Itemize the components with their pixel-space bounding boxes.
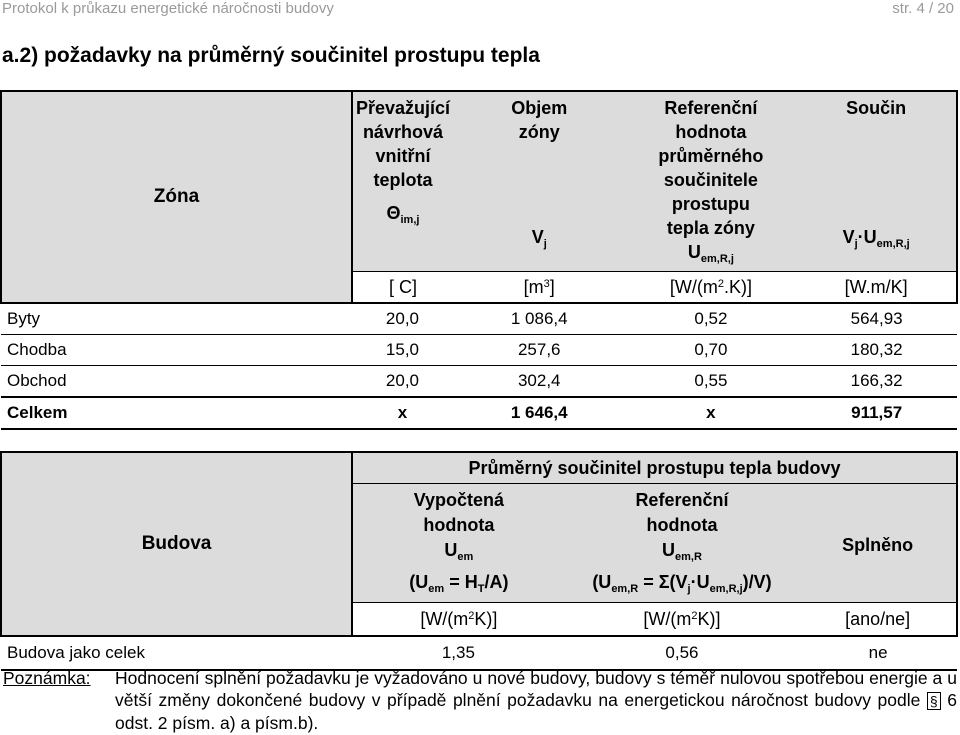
- col-zone-header: Zóna: [1, 91, 352, 303]
- reference-value: 0,56: [565, 636, 800, 670]
- volume-value: 302,4: [453, 366, 626, 398]
- reference-value: 0,55: [626, 366, 797, 398]
- total-volume: 1 646,4: [453, 397, 626, 429]
- temp-value: 15,0: [352, 335, 453, 366]
- zone-name: Byty: [1, 303, 352, 335]
- unit-reference: $[W/(m^2K)]$: [565, 603, 800, 637]
- note-text: Hodnocení splnění požadavku je vyžadováno u nové budovy, budovy s téměř nulovou spotřebou energie a u větší změny dokončené budovy v případě plnění požadavku na energetickou náročnost budovy podle § 6 odst. 2 písm. a) a písm.b).: [115, 668, 957, 733]
- total-label: Celkem: [1, 397, 352, 429]
- zone-name: Obchod: [1, 366, 352, 398]
- met-value: ne: [799, 636, 957, 670]
- table-row: [1, 303, 957, 335]
- product-value: 180,32: [796, 335, 957, 366]
- note: [3, 667, 957, 734]
- group-title: Průměrný součinitel prostupu tepla budovy: [352, 452, 957, 484]
- col-building-header: Budova: [1, 452, 352, 636]
- product-value: 564,93: [796, 303, 957, 335]
- building-name: Budova jako celek: [1, 636, 352, 670]
- total-row: [1, 397, 957, 429]
- zone-name: Chodba: [1, 335, 352, 366]
- reference-value: 0,52: [626, 303, 797, 335]
- temp-value: 20,0: [352, 303, 453, 335]
- reference-value: 0,70: [626, 335, 797, 366]
- temp-value: 20,0: [352, 366, 453, 398]
- table-row: [1, 366, 957, 398]
- note-label: Poznámka:: [3, 668, 91, 688]
- calc-value: 1,35: [352, 636, 565, 670]
- paragraph-symbol: §: [927, 692, 941, 710]
- volume-value: 1 086,4: [453, 303, 626, 335]
- col-product-header: Součin $V_j\cdot U_{em,R,j}$: [796, 91, 957, 272]
- col-temp-header: Převažující návrhová vnitřní teplota $\Theta_{im,j}$: [352, 91, 453, 272]
- section-title: a.2) požadavky na průměrný součinitel prostupu tepla: [2, 44, 540, 67]
- zone-requirements-table: [0, 90, 958, 430]
- product-value: 166,32: [796, 366, 957, 398]
- unit-met: [ano/ne]: [799, 603, 957, 637]
- total-temp: x: [352, 397, 453, 429]
- col-volume-header: Objem zóny $V_j$: [453, 91, 626, 272]
- unit-calc: $[W/(m^2K)]$: [352, 603, 565, 637]
- met-header: Splněno: [799, 484, 957, 603]
- building-requirements-table: [0, 451, 958, 671]
- table-row: [1, 335, 957, 366]
- volume-value: 257,6: [453, 335, 626, 366]
- header-title: Protokol k průkazu energetické náročnosti budovy: [2, 0, 334, 17]
- total-reference: x: [626, 397, 797, 429]
- unit-reference: $[W/(m^2.K)]$: [626, 272, 797, 304]
- table-row: [1, 636, 957, 670]
- total-product: 911,57: [796, 397, 957, 429]
- page-number: str. 4 / 20: [892, 0, 954, 17]
- unit-product: [W.m/K]: [796, 272, 957, 304]
- calc-header: Vypočtená hodnota $U_{em}$ $(U_{em} = H_T/A)$: [352, 484, 565, 603]
- unit-temp: [ C]: [352, 272, 453, 304]
- unit-volume: $[m^3]$: [453, 272, 626, 304]
- col-reference-header: Referenční hodnota průměrného součinitele prostupu tepla zóny $U_{em,R,j}$: [626, 91, 797, 272]
- reference-header: Referenční hodnota $U_{em,R}$ $(U_{em,R} = \Sigma(V_j\cdot U_{em,R,j})/V)$: [565, 484, 800, 603]
